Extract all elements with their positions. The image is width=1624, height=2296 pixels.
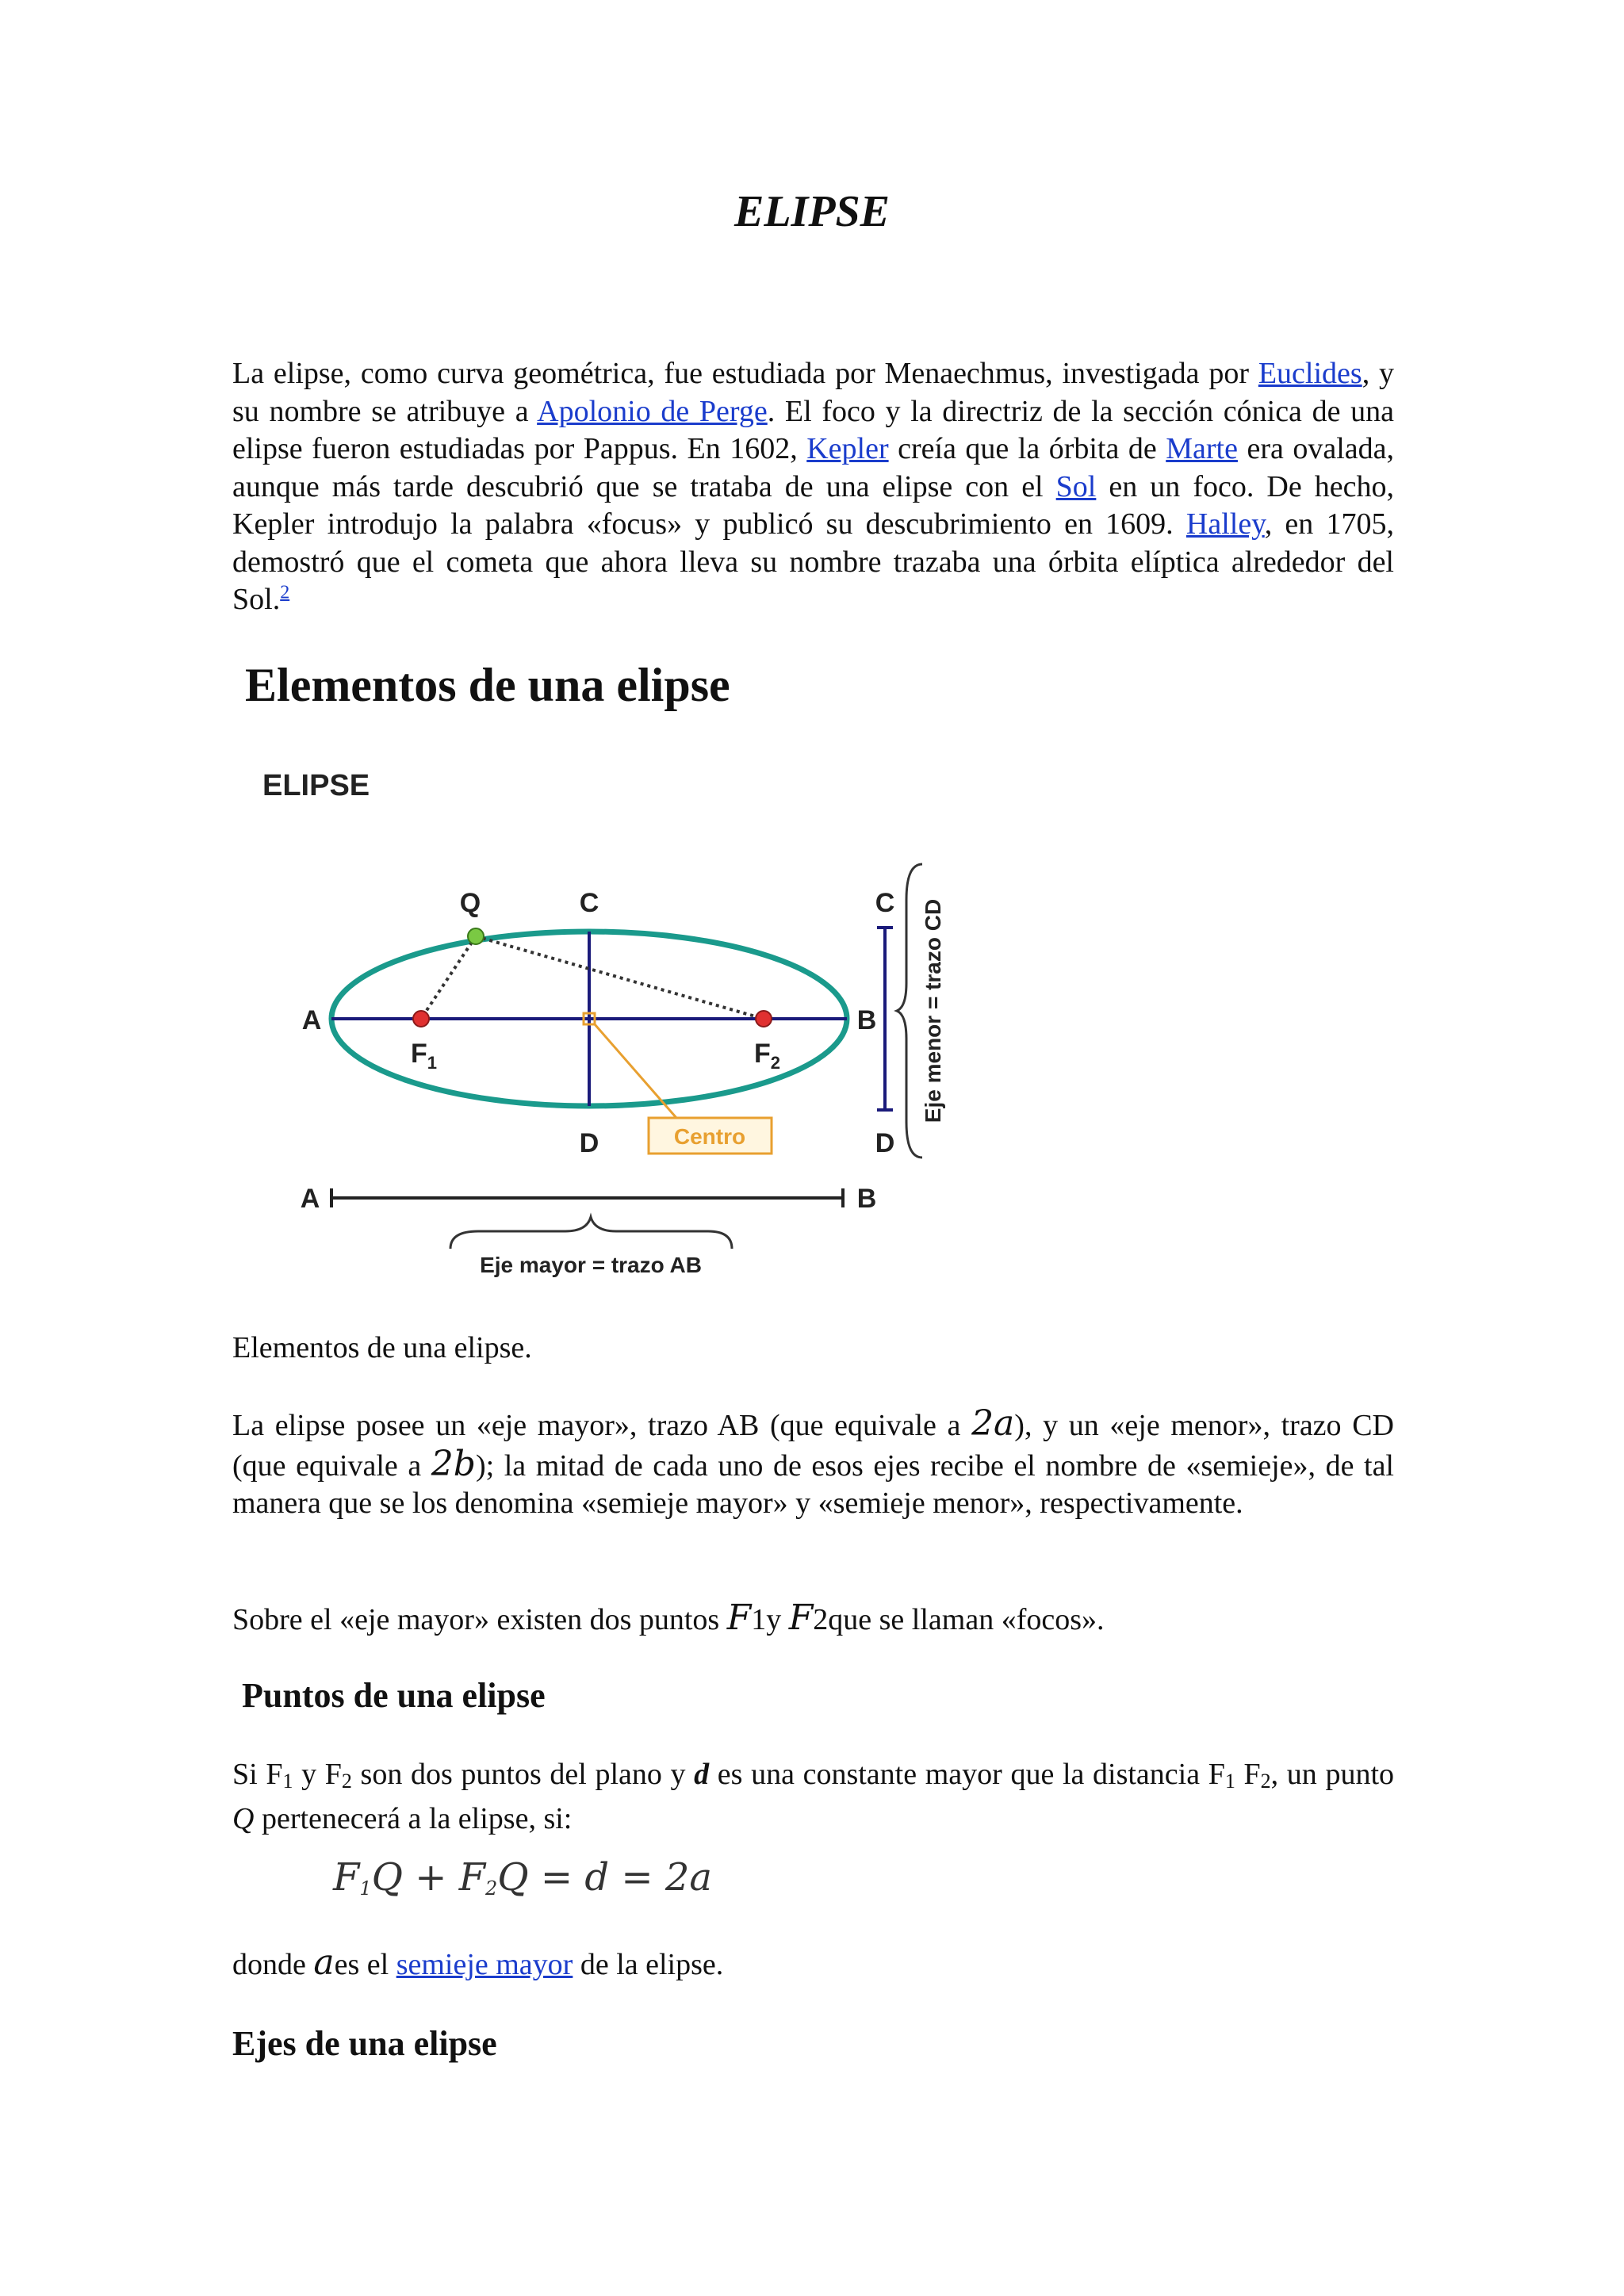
minor-axis-brace xyxy=(897,864,922,1158)
diagram-title: ELIPSE xyxy=(262,769,370,802)
section-heading-elementos: Elementos de una elipse xyxy=(245,659,730,711)
paragraph-puntos: Si F1 y F2 son dos puntos del plano y d es una constante mayor que la distancia F1 F2, un punto Q pertenecerá a la elipse, si: xyxy=(232,1758,1394,1835)
link-halley[interactable]: Halley xyxy=(1185,507,1265,541)
ellipse-diagram xyxy=(232,757,978,1280)
centro-label: Centro xyxy=(673,1124,746,1149)
intro-text: creía que la órbita de xyxy=(888,432,1166,465)
section-heading-puntos: Puntos de una elipse xyxy=(242,1676,546,1715)
label-b: B xyxy=(856,1005,877,1035)
section-heading-ejes: Ejes de una elipse xyxy=(232,2024,497,2063)
paragraph-ejes: La elipse posee un «eje mayor», trazo AB (que equivale a 2a), y un «eje menor», trazo CD (que equivale a 2b); la mitad de cada uno de esos ejes recibe el nombre de «semieje», de tal manera que se los denomina «semieje mayor» y «semieje menor», respectivamente. xyxy=(232,1403,1394,1520)
label-a: A xyxy=(301,1005,322,1035)
math-f2: F xyxy=(788,1598,814,1638)
ellipse-formula: F1Q + F2Q = d = 2a xyxy=(333,1855,712,1900)
intro-text: era ovalada, aunque más tarde descubrió que se trataba de una elipse con el xyxy=(232,432,1394,503)
dotted-line-q-f2 xyxy=(476,936,764,1019)
link-euclides[interactable]: Euclides xyxy=(1258,357,1362,390)
label-f1: $F_1$ xyxy=(411,1039,438,1073)
figure-caption: Elementos de una elipse. xyxy=(232,1331,532,1364)
label-q: Q xyxy=(459,888,481,918)
intro-text: , en 1705, demostró que el cometa que ahora lleva su nombre trazaba una órbita elíptica alrededor del Sol. xyxy=(232,507,1394,616)
math-2a: 2a xyxy=(971,1403,1015,1444)
paragraph-focos: Sobre el «eje mayor» existen dos puntos F1y F2que se llaman «focos». xyxy=(232,1598,1105,1638)
eje-mayor-label: Eje mayor = trazo AB xyxy=(480,1253,702,1277)
intro-text: en un foco. De hecho, Kepler introdujo la palabra «focus» y publicó su descubrimiento en 1609. xyxy=(232,469,1394,541)
intro-text: . El foco y la directriz de la sección cónica de una elipse fueron estudiadas por Pappus. En 1602, xyxy=(232,394,1394,465)
label-d-right: D xyxy=(875,1128,895,1158)
paragraph-donde: donde aes el semieje mayor de la elipse. xyxy=(232,1942,724,1983)
label-b-axis: B xyxy=(856,1184,877,1214)
label-a-axis: A xyxy=(300,1184,320,1214)
intro-text: , y su nombre se atribuye a xyxy=(232,357,1395,428)
major-axis-brace xyxy=(450,1217,732,1249)
focus-f2 xyxy=(756,1011,772,1027)
label-c-right: C xyxy=(875,888,895,918)
link-marte[interactable]: Marte xyxy=(1166,432,1238,465)
intro-paragraph xyxy=(232,355,1394,619)
math-a: a xyxy=(313,1942,335,1983)
link-apolonio[interactable]: Apolonio de Perge xyxy=(537,394,768,428)
link-semieje-mayor[interactable]: semieje mayor xyxy=(396,1948,573,1981)
focus-f1 xyxy=(413,1011,429,1027)
label-c: C xyxy=(579,888,599,918)
math-f1: F xyxy=(726,1598,752,1638)
label-d: D xyxy=(579,1128,599,1158)
point-q xyxy=(468,928,484,944)
footnote-link[interactable]: 2 xyxy=(280,582,290,603)
math-2b: 2b xyxy=(431,1443,476,1484)
page-title: ELIPSE xyxy=(733,187,891,236)
intro-text: La elipse, como curva geométrica, fue estudiada por Menaechmus, investigada por xyxy=(232,357,1258,390)
label-f2: $F_2$ xyxy=(754,1039,781,1073)
link-sol[interactable]: Sol xyxy=(1055,469,1097,503)
link-kepler[interactable]: Kepler xyxy=(806,432,889,465)
eje-menor-label: Eje menor = trazo CD xyxy=(921,898,945,1123)
